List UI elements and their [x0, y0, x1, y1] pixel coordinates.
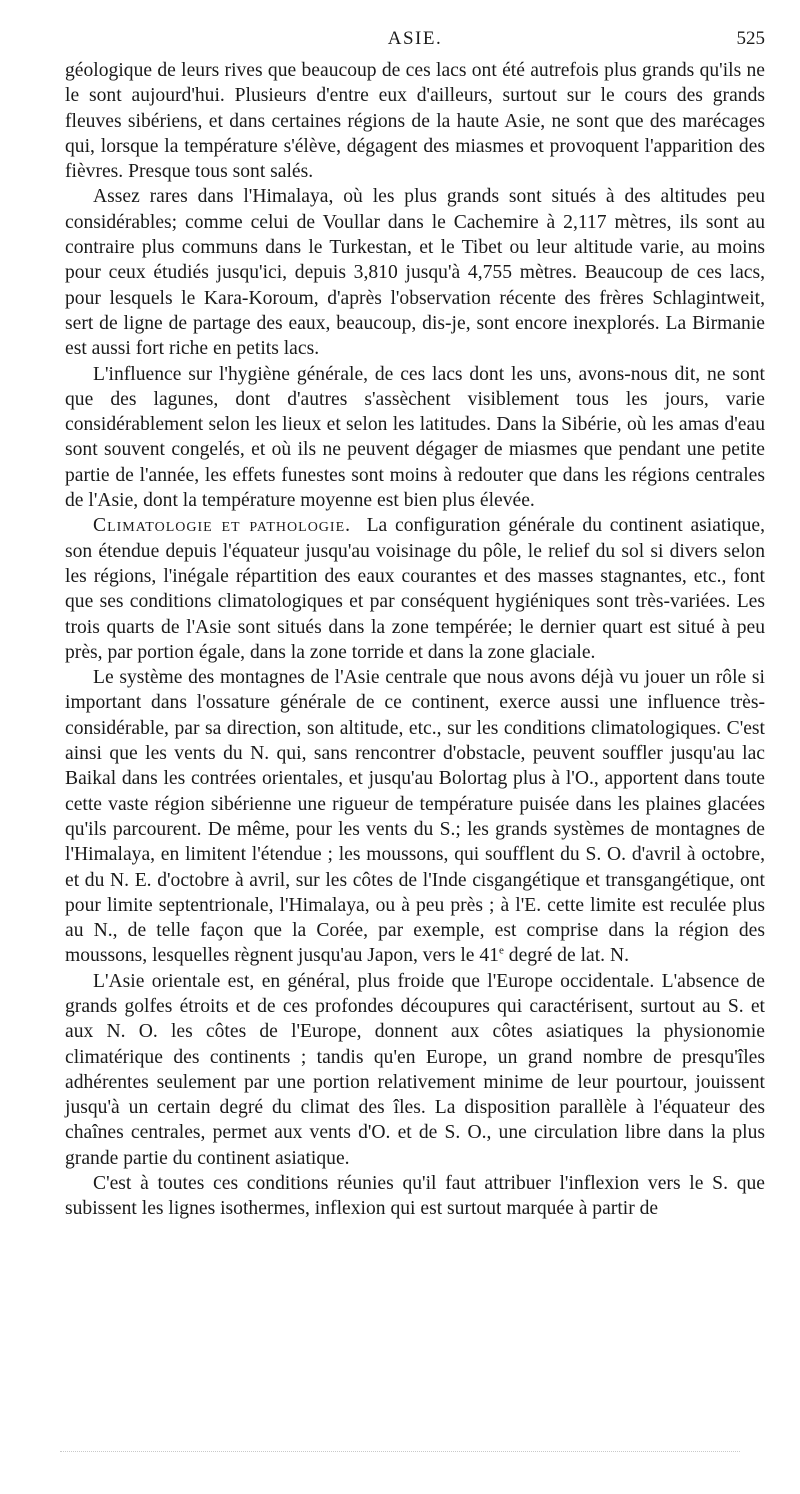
- body-text: [65, 58, 765, 1222]
- page-number: 525: [736, 28, 765, 49]
- paragraph-mountains-text: Le système des montagnes de l'Asie centrale que nous avons déjà vu jouer un rôle si important dans l'ossature générale de ce continent, exerce aussi une influence très-considérable, par sa direction, son altitude, etc., sur les conditions climatologiques. C'est ainsi que les vents du N. qui, sans rencontrer d'obstacle, peuvent souffler jusqu'au lac Baikal dans les contrées orientales, et jusqu'au Bolortag plus à l'O., apportent dans toute cette vaste région sibérienne une rigueur de température puisée dans les plaines glacées qu'ils parcourent. De même, pour les vents du S.; les grands systèmes de montagnes de l'Himalaya, en limitent l'étendue ; les moussons, qui soufflent du S. O. d'avril à octobre, et du N. E. d'octobre à avril, sur les côtes de l'Inde cisgangétique et transgangétique, ont pour limite septentrionale, l'Himalaya, ou à peu près ; à l'E. cette limite est reculée plus au N., de telle façon que la Corée, par exemple, est comprise dans la région des moussons, lesquelles règnent jusqu'au Japon, vers le 41: [65, 667, 765, 967]
- running-head: [65, 28, 765, 58]
- paragraph-isotherms: C'est à toutes ces conditions réunies qu'il faut attribuer l'inflexion vers le S. que subissent les lignes isothermes, inflexion qui est surtout marquée à partir de: [65, 1173, 765, 1220]
- paragraph-eastern-asia: L'Asie orientale est, en général, plus froide que l'Europe occidentale. L'absence de grands golfes étroits et de ces profondes découpures qui caractérisent, surtout au S. et aux N. O. les côtes de l'Europe, donnent aux côtes asiatiques la physionomie climatérique des continents ; tandis qu'en Europe, un grand nombre de presqu'îles adhérentes seulement par une portion relativement minime de leur pourtour, jouissent jusqu'à un certain degré du climat des îles. La disposition parallèle à l'équateur des chaînes centrales, permet aux vents d'O. et de S. O., une circulation libre dans la plus grande partie du continent asiatique.: [65, 970, 765, 1169]
- paragraph-lakes-altitude: Assez rares dans l'Himalaya, où les plus grands sont situés à des altitudes peu considérables; comme celui de Voullar dans le Cachemire à 2,117 mètres, ils sont au contraire plus communs dans le Turkestan, et le Tibet ou leur altitude varie, au moins pour ceux étudiés jusqu'ici, depuis 3,810 jusqu'à 4,755 mètres. Beaucoup de ces lacs, pour lesquels le Kara-Koroum, d'après l'observation récente des frères Schlagintweit, sert de ligne de partage des eaux, beaucoup, dis-je, sont encore inexplorés. La Birmanie est aussi fort riche en petits lacs.: [65, 186, 765, 360]
- paragraph-climatology-text: La configuration générale du continent asiatique, son étendue depuis l'équateur jusqu'au voisinage du pôle, le relief du sol si divers selon les régions, l'inégale répartition des eaux courantes et des masses stagnantes, etc., font que ses conditions climatologiques et par conséquent hygiéniques sont très-variées. Les trois quarts de l'Asie sont situés dans la zone tempérée; le dernier quart est situé à peu près, par portion égale, dans la zone torride et dans la zone glaciale.: [65, 515, 766, 663]
- book-page: [65, 28, 765, 1222]
- paragraph-lakes-hygiene: L'influence sur l'hygiène générale, de ces lacs dont les uns, avons-nous dit, ne sont que des lagunes, dont d'autres s'assèchent visiblement tous les jours, varie considérablement selon les lieux et selon les latitudes. Dans la Sibérie, où les amas d'eau sont souvent congelés, et où ils ne peuvent dégager de miasmes que pendant une petite partie de l'année, les effets funestes sont moins à redouter que dans les régions centrales de l'Asie, dont la température moyenne est bien plus élevée.: [65, 363, 765, 512]
- paragraph-lakes-geology: géologique de leurs rives que beaucoup de ces lacs ont été autrefois plus grands qu'ils ne le sont aujourd'hui. Plusieurs d'entre eux d'ailleurs, surtout sur le cours des grands fleuves sibériens, et dans certaines régions de la haute Asie, ne sont que des marécages qui, lorsque la température s'élève, dégagent des miasmes et provoquent l'apparition des fièvres. Presque tous sont salés.: [65, 60, 765, 183]
- paragraph-climatology: [65, 513, 765, 665]
- running-title: ASIE.: [387, 28, 443, 49]
- paragraph-mountains-winds: [65, 665, 765, 969]
- bottom-print-marks: [60, 1451, 740, 1456]
- section-heading: Climatologie et pathologie.: [93, 515, 352, 537]
- ordinal-superscript: e: [498, 944, 504, 957]
- paragraph-mountains-text-end: degré de lat. N.: [503, 945, 630, 967]
